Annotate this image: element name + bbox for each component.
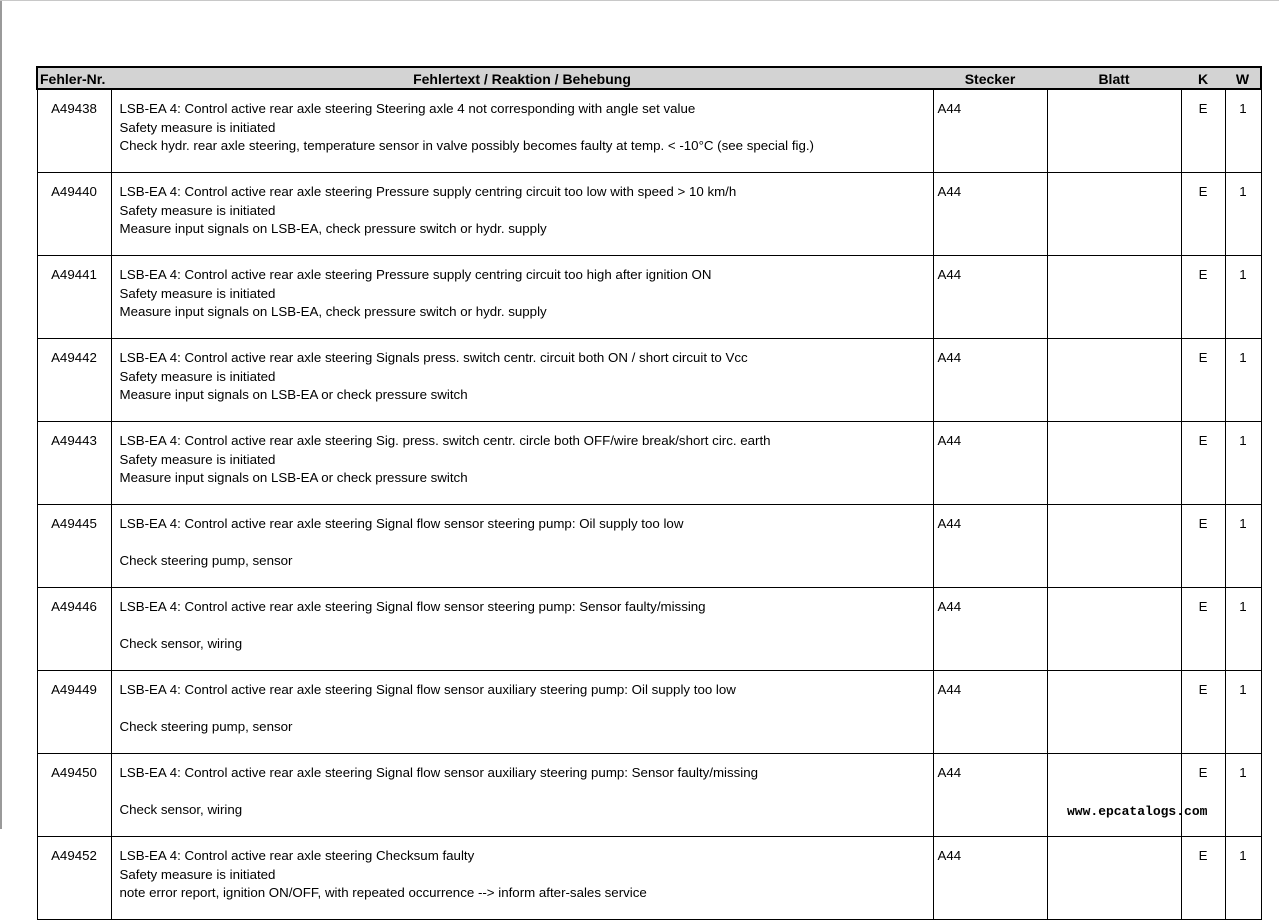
fault-text-cell [111,339,933,422]
w-cell: 1 [1225,754,1261,837]
blatt-cell [1047,837,1181,920]
w-cell: 1 [1225,588,1261,671]
table-row [37,754,1261,837]
table-row [37,505,1261,588]
fault-text-line [120,617,929,636]
fault-text-line: Measure input signals on LSB-EA, check pressure switch or hydr. supply [119,304,547,320]
fault-text-cell [111,505,933,588]
fault-code-cell: A49438 [37,89,111,173]
fault-code-table [36,66,1262,920]
k-cell: E [1181,339,1225,422]
fault-text-line: LSB-EA 4: Control active rear axle steering Signal flow sensor steering pump: Oil supply too low [119,516,684,531]
page-edge-top [0,0,1279,1]
fault-code-cell: A49449 [37,671,111,754]
fault-text-line: Safety measure is initiated [119,866,276,882]
k-cell: E [1181,837,1225,920]
fault-code-cell: A49440 [37,173,111,256]
fault-text-line: LSB-EA 4: Control active rear axle steering Signal flow sensor auxiliary steering pump: Sensor faulty/missing [119,765,759,780]
fault-text-line: LSB-EA 4: Control active rear axle steering Signal flow sensor auxiliary steering pump: Oil supply too low [119,682,736,697]
k-cell: E [1181,754,1225,837]
stecker-cell: A44 [933,837,1047,920]
fault-text-line: LSB-EA 4: Control active rear axle steering Pressure supply centring circuit too high after ignition ON [119,267,712,282]
k-cell: E [1181,89,1225,173]
stecker-cell: A44 [933,89,1047,173]
k-cell: E [1181,173,1225,256]
table-row [37,837,1261,920]
fault-code-cell: A49441 [37,256,111,339]
table-header-row [37,67,1261,89]
fault-text-cell [111,173,933,256]
fault-text-line: Safety measure is initiated [119,285,276,301]
blatt-cell [1047,422,1181,505]
fault-text-cell [111,256,933,339]
fault-code-cell: A49450 [37,754,111,837]
stecker-cell: A44 [933,505,1047,588]
table-body [37,89,1261,920]
fault-text-line: Check steering pump, sensor [119,719,293,735]
fault-text-line [120,534,929,553]
fault-text-cell [111,89,933,173]
stecker-cell: A44 [933,339,1047,422]
stecker-cell: A44 [933,671,1047,754]
fault-code-cell: A49452 [37,837,111,920]
fault-text-line: LSB-EA 4: Control active rear axle steering Steering axle 4 not corresponding with angle set value [119,101,696,116]
table-row [37,173,1261,256]
fault-text-line: Safety measure is initiated [119,368,276,384]
stecker-cell: A44 [933,588,1047,671]
fault-code-cell: A49442 [37,339,111,422]
w-cell: 1 [1225,422,1261,505]
header-blatt: Blatt [1047,67,1181,89]
header-k: K [1181,67,1225,89]
table-row [37,256,1261,339]
fault-code-cell: A49445 [37,505,111,588]
page-edge-left [0,0,2,829]
header-w: W [1225,67,1261,89]
w-cell: 1 [1225,671,1261,754]
stecker-cell: A44 [933,256,1047,339]
fault-text-line: Check sensor, wiring [119,802,243,818]
table-row [37,422,1261,505]
table-row [37,671,1261,754]
fault-text-line: LSB-EA 4: Control active rear axle steering Checksum faulty [119,848,475,863]
fault-code-cell: A49443 [37,422,111,505]
fault-text-line: Safety measure is initiated [119,119,276,135]
w-cell: 1 [1225,89,1261,173]
fault-text-line: note error report, ignition ON/OFF, with repeated occurrence --> inform after-sales service [119,885,647,901]
blatt-cell [1047,505,1181,588]
k-cell: E [1181,505,1225,588]
header-fehlertext: Fehlertext / Reaktion / Behebung [111,67,933,89]
stecker-cell: A44 [933,754,1047,837]
fault-text-line: LSB-EA 4: Control active rear axle steering Signals press. switch centr. circuit both ON / short circuit to Vcc [119,350,748,365]
fault-text-line: Measure input signals on LSB-EA, check pressure switch or hydr. supply [119,221,547,237]
fault-code-cell: A49446 [37,588,111,671]
header-stecker: Stecker [933,67,1047,89]
blatt-cell [1047,256,1181,339]
k-cell: E [1181,256,1225,339]
stecker-cell: A44 [933,173,1047,256]
stecker-cell: A44 [933,422,1047,505]
fault-text-line: LSB-EA 4: Control active rear axle steering Sig. press. switch centr. circle both OFF/wire break/short circ. earth [119,433,771,448]
blatt-cell [1047,339,1181,422]
fault-text-line: Check hydr. rear axle steering, temperature sensor in valve possibly becomes faulty at temp. < -10°C (see special fig.) [119,138,814,154]
fault-text-line [120,700,929,719]
fault-text-line: Measure input signals on LSB-EA or check pressure switch [119,470,468,486]
fault-text-cell [111,422,933,505]
w-cell: 1 [1225,837,1261,920]
fault-text-line: Safety measure is initiated [119,202,276,218]
w-cell: 1 [1225,339,1261,422]
fault-text-line: LSB-EA 4: Control active rear axle steering Signal flow sensor steering pump: Sensor faulty/missing [119,599,706,614]
fault-text-line: Safety measure is initiated [119,451,276,467]
blatt-cell [1047,588,1181,671]
table-row [37,89,1261,173]
k-cell: E [1181,671,1225,754]
fault-text-line: Check sensor, wiring [119,636,243,652]
fault-text-cell [111,754,933,837]
blatt-cell [1047,671,1181,754]
w-cell: 1 [1225,173,1261,256]
w-cell: 1 [1225,256,1261,339]
k-cell: E [1181,588,1225,671]
fault-text-line: Check steering pump, sensor [119,553,293,569]
watermark-text: www.epcatalogs.com [1067,804,1208,819]
k-cell: E [1181,422,1225,505]
fault-text-cell [111,837,933,920]
header-fehler-nr: Fehler-Nr. [37,67,111,89]
fault-text-cell [111,588,933,671]
blatt-cell [1047,754,1181,837]
fault-text-line [120,783,929,802]
blatt-cell [1047,173,1181,256]
fault-text-cell [111,671,933,754]
fault-text-line: LSB-EA 4: Control active rear axle steering Pressure supply centring circuit too low with speed > 10 km/h [119,184,737,199]
fault-text-line: Measure input signals on LSB-EA or check pressure switch [119,387,468,403]
table-row [37,588,1261,671]
table-row [37,339,1261,422]
w-cell: 1 [1225,505,1261,588]
blatt-cell [1047,89,1181,173]
